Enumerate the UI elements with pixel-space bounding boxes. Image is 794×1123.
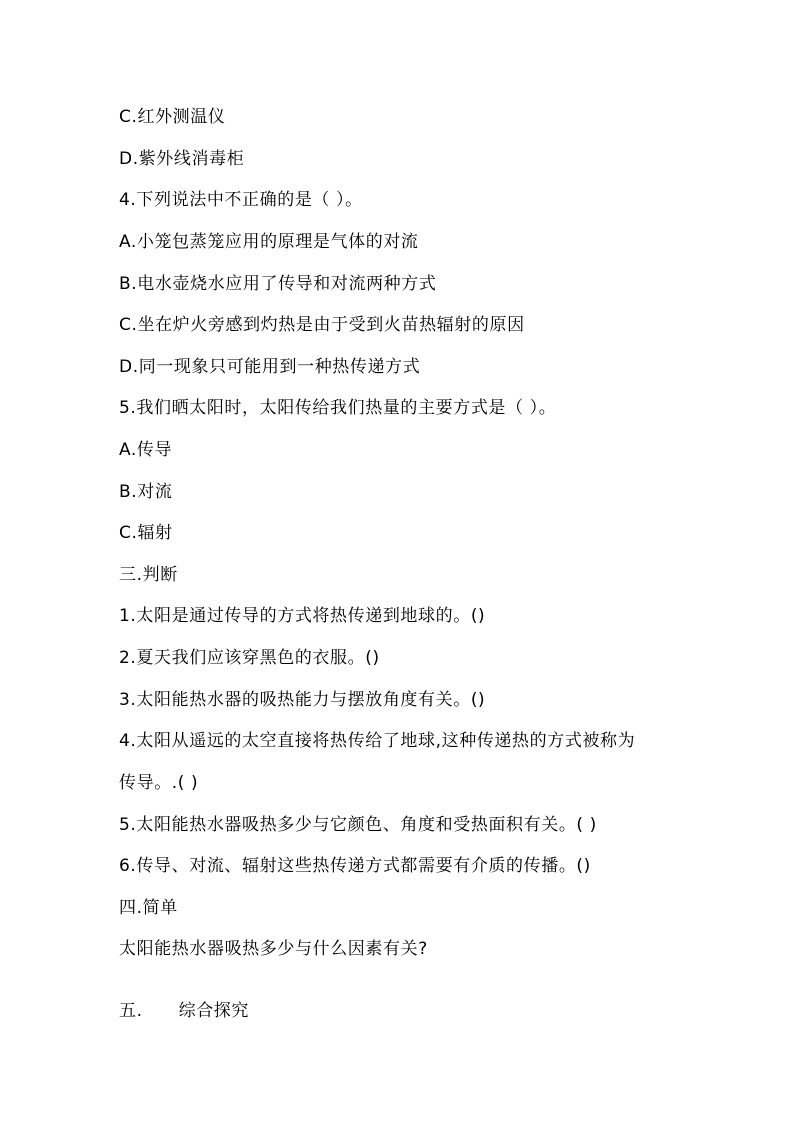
section-5-number: 五.	[119, 1001, 143, 1021]
judgement-4-line-1: 4.太阳从遥远的太空直接将热传给了地球,这种传递热的方式被称为	[119, 731, 636, 751]
judgement-3: 3.太阳能热水器的吸热能力与摆放角度有关。()	[119, 690, 486, 710]
section-5-title: 综合探究	[178, 1001, 250, 1021]
question-4-option-a: A.小笼包蒸笼应用的原理是气体的对流	[119, 232, 419, 252]
judgement-1: 1.太阳是通过传导的方式将热传递到地球的。()	[119, 606, 486, 626]
question-4-option-d: D.同一现象只可能用到一种热传递方式	[119, 357, 421, 377]
section-heading-short-answer: 四.简单	[119, 898, 178, 918]
question-5-option-b: B.对流	[119, 482, 173, 502]
question-5: 5.我们晒太阳时，太阳传给我们热量的主要方式是（ ）。	[119, 398, 557, 418]
judgement-4-line-2: 传导。.( )	[119, 773, 199, 793]
short-answer-question: 太阳能热水器吸热多少与什么因素有关?	[119, 939, 428, 959]
question-4-option-c: C.坐在炉火旁感到灼热是由于受到火苗热辐射的原因	[119, 315, 525, 335]
section-heading-judgement: 三.判断	[119, 565, 178, 585]
question-5-option-c: C.辐射	[119, 523, 173, 543]
judgement-5: 5.太阳能热水器吸热多少与它颜色、角度和受热面积有关。( )	[119, 815, 597, 835]
judgement-2: 2.夏天我们应该穿黑色的衣服。()	[119, 648, 380, 668]
option-c-infrared-thermometer: C.红外测温仪	[119, 107, 226, 127]
option-d-uv-cabinet: D.紫外线消毒柜	[119, 149, 245, 169]
section-heading-comprehensive	[119, 1000, 249, 1022]
judgement-6: 6.传导、对流、辐射这些热传递方式都需要有介质的传播。()	[119, 856, 591, 876]
question-4: 4.下列说法中不正确的是（ ）。	[119, 190, 363, 210]
question-5-option-a: A.传导	[119, 440, 173, 460]
question-4-option-b: B.电水壶烧水应用了传导和对流两种方式	[119, 274, 437, 294]
